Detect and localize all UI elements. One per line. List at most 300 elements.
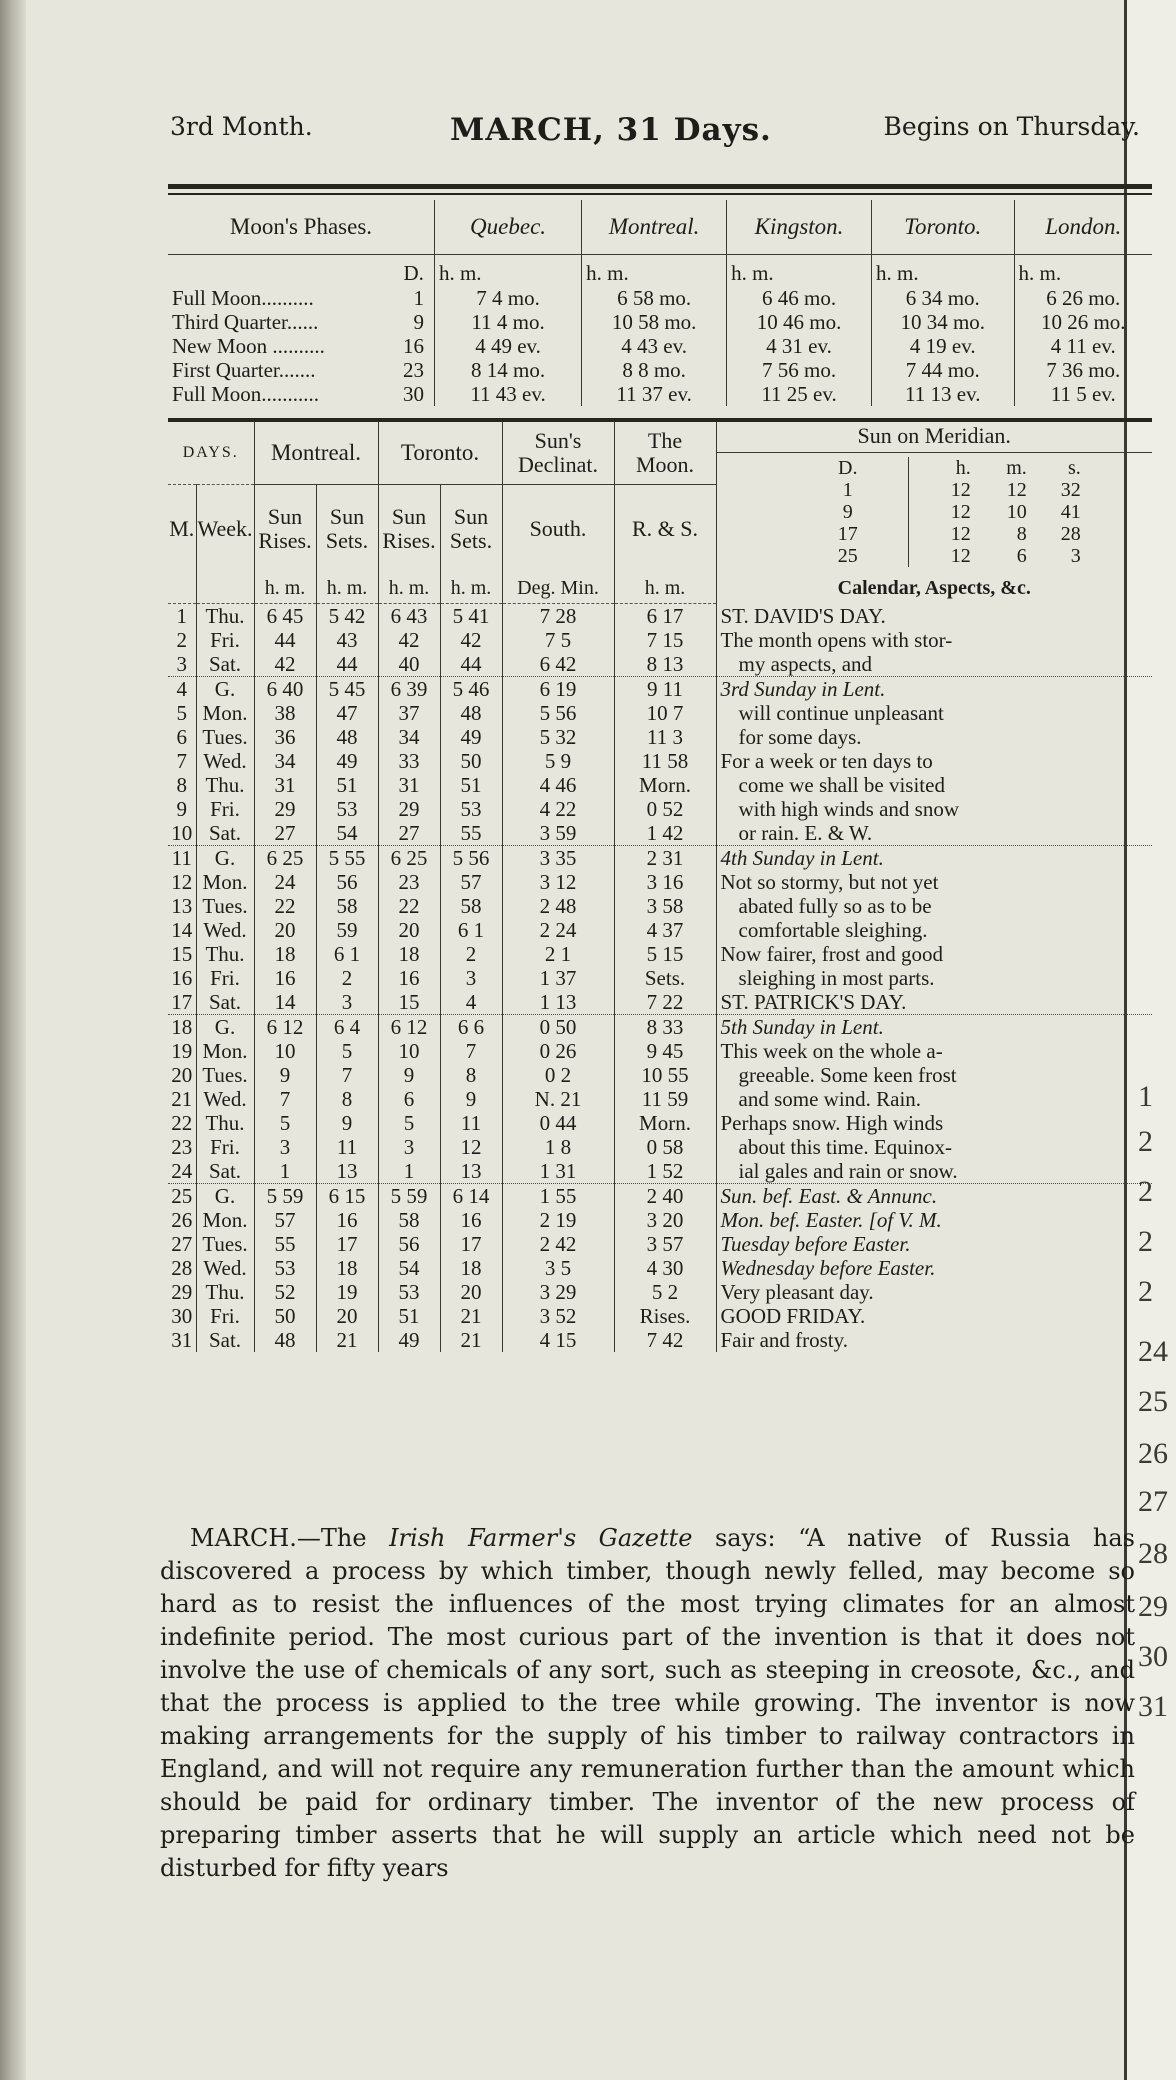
article-source: Irish Farmer's Gazette: [389, 1524, 693, 1552]
time-toronto: 11 13 ev.: [871, 382, 1014, 406]
meridian-cell: [716, 422, 1152, 573]
day-row: [168, 1039, 1152, 1063]
sun-declination: 2 48: [502, 894, 614, 918]
weekday: Mon.: [196, 1208, 254, 1232]
day-number: 8: [176, 773, 187, 797]
moon-phase-row: [168, 286, 1152, 310]
sun-declination: 1 55: [502, 1184, 614, 1209]
sun-declination: 0 2: [502, 1063, 614, 1087]
toronto-sunset: 6 1: [440, 918, 502, 942]
calendar-note: greeable. Some keen frost: [716, 1063, 1152, 1087]
city-quebec: Quebec.: [434, 200, 581, 255]
moon-time: 10 55: [614, 1063, 716, 1087]
sun-declination: 5 56: [502, 701, 614, 725]
day-number: 1: [176, 604, 187, 628]
montreal-sunset: 54: [316, 821, 378, 846]
toronto-sunrise: 5 59: [378, 1184, 440, 1209]
meridian-h: 12: [908, 523, 971, 545]
meridian-day: 17: [837, 523, 858, 545]
day-row: [168, 821, 1152, 846]
toronto-sunset: 11: [440, 1111, 502, 1135]
day-row: [168, 870, 1152, 894]
toronto-sunset: 51: [440, 773, 502, 797]
montreal-sunset: 3: [316, 990, 378, 1015]
calendar-note: Mon. bef. Easter. [of V. M.: [716, 1208, 1152, 1232]
moon-phase-row: [168, 382, 1152, 406]
montreal-rises-header: Sun Rises.: [254, 485, 316, 574]
montreal-sunrise: 57: [254, 1208, 316, 1232]
toronto-sunrise: 20: [378, 918, 440, 942]
montreal-sunset: 48: [316, 725, 378, 749]
toronto-sunrise: 49: [378, 1328, 440, 1352]
day-number: 24: [171, 1159, 193, 1183]
weekday: Wed.: [196, 918, 254, 942]
moon-time: 9 11: [614, 677, 716, 702]
moon-time: 7 22: [614, 990, 716, 1015]
time-london: 11 5 ev.: [1014, 382, 1152, 406]
toronto-sunrise: 51: [378, 1304, 440, 1328]
phase-day: 16: [402, 334, 424, 358]
montreal-sunset: 5 42: [316, 604, 378, 629]
day-row: [168, 1208, 1152, 1232]
day-row: [168, 773, 1152, 797]
calendar-note: ST. PATRICK'S DAY.: [716, 990, 1152, 1015]
day-number: 26: [171, 1208, 193, 1232]
weekday: Sat.: [196, 1328, 254, 1352]
sun-declination: 3 35: [502, 846, 614, 871]
day-number: 30: [171, 1304, 193, 1328]
montreal-sunrise: 6 12: [254, 1015, 316, 1040]
weekday: G.: [196, 846, 254, 871]
day-number: 13: [171, 894, 193, 918]
day-number: 6: [176, 725, 187, 749]
moon-phase-row: [168, 310, 1152, 334]
sun-declination: 4 46: [502, 773, 614, 797]
weekday: G.: [196, 1184, 254, 1209]
moon-phases-label: Moon's Phases.: [168, 200, 434, 255]
day-number: 7: [176, 749, 187, 773]
calendar-note: Fair and frosty.: [716, 1328, 1152, 1352]
calendar-header: Calendar, Aspects, &c.: [716, 573, 1152, 604]
moon-time: 3 58: [614, 894, 716, 918]
toronto-sunset: 9: [440, 1087, 502, 1111]
meridian-row: [717, 545, 1153, 567]
sun-declination: 2 42: [502, 1232, 614, 1256]
toronto-sunrise: 54: [378, 1256, 440, 1280]
sun-declination: 3 52: [502, 1304, 614, 1328]
montreal-sunset: 8: [316, 1087, 378, 1111]
meridian-row: [717, 479, 1153, 501]
calendar-note: or rain. E. & W.: [716, 821, 1152, 846]
moon-time: 7 42: [614, 1328, 716, 1352]
montreal-sunrise: 34: [254, 749, 316, 773]
moon-time: Rises.: [614, 1304, 716, 1328]
time-montreal: 6 58 mo.: [582, 286, 727, 310]
phase-name: Full Moon..........: [172, 286, 314, 310]
day-row: [168, 797, 1152, 821]
toronto-sunrise: 9: [378, 1063, 440, 1087]
meridian-m: 6: [1016, 545, 1027, 567]
toronto-sunrise: 23: [378, 870, 440, 894]
city-kingston: Kingston.: [727, 200, 872, 255]
day-row: [168, 1304, 1152, 1328]
sun-declination: N. 21: [502, 1087, 614, 1111]
montreal-sunset: 53: [316, 797, 378, 821]
moon-phase-row: [168, 358, 1152, 382]
time-kingston: 4 31 ev.: [727, 334, 872, 358]
time-quebec: 4 49 ev.: [434, 334, 581, 358]
unit-hm: h. m.: [440, 573, 502, 604]
calendar-note: my aspects, and: [716, 652, 1152, 677]
sun-declination: 2 1: [502, 942, 614, 966]
day-number: 3: [176, 652, 187, 676]
calendar-note: Wednesday before Easter.: [716, 1256, 1152, 1280]
montreal-sunrise: 31: [254, 773, 316, 797]
margin-number: 28: [1138, 1537, 1168, 1570]
toronto-sunrise: 18: [378, 942, 440, 966]
page-header: [160, 112, 1150, 156]
unit-hm: h. m.: [582, 255, 727, 287]
moon-time: 0 52: [614, 797, 716, 821]
day-row: [168, 1232, 1152, 1256]
moon-time: 3 16: [614, 870, 716, 894]
day-row: [168, 942, 1152, 966]
moon-time: 1 52: [614, 1159, 716, 1184]
calendar-note: Very pleasant day.: [716, 1280, 1152, 1304]
calendar-note: 4th Sunday in Lent.: [716, 846, 1152, 871]
sun-declination: 1 8: [502, 1135, 614, 1159]
day-row: [168, 1063, 1152, 1087]
unit-hm: h. m.: [1014, 255, 1152, 287]
toronto-sunset: 18: [440, 1256, 502, 1280]
page-title: MARCH, 31 Days.: [450, 112, 772, 148]
moon-time: Morn.: [614, 1111, 716, 1135]
montreal-sunset: 6 1: [316, 942, 378, 966]
sun-declination: 4 15: [502, 1328, 614, 1352]
weekday: Fri.: [196, 1135, 254, 1159]
montreal-sunset: 47: [316, 701, 378, 725]
montreal-sunset: 2: [316, 966, 378, 990]
moon-time: 4 30: [614, 1256, 716, 1280]
montreal-sunrise: 10: [254, 1039, 316, 1063]
day-row: [168, 1135, 1152, 1159]
toronto-sunrise: 56: [378, 1232, 440, 1256]
montreal-sunrise: 9: [254, 1063, 316, 1087]
montreal-sunset: 19: [316, 1280, 378, 1304]
weekday: Sat.: [196, 652, 254, 677]
montreal-sunrise: 48: [254, 1328, 316, 1352]
sun-declination: 2 24: [502, 918, 614, 942]
weekday: Tues.: [196, 1232, 254, 1256]
unit-hm: h. m.: [871, 255, 1014, 287]
calendar-note: with high winds and snow: [716, 797, 1152, 821]
toronto-sets-header: Sun Sets.: [440, 485, 502, 574]
moon-time: 6 17: [614, 604, 716, 629]
weekday: G.: [196, 1015, 254, 1040]
weekday: Thu.: [196, 1111, 254, 1135]
time-toronto: 10 34 mo.: [871, 310, 1014, 334]
meridian-h: 12: [908, 545, 971, 567]
sun-declination: 0 26: [502, 1039, 614, 1063]
montreal-sunset: 43: [316, 628, 378, 652]
calendar-note: for some days.: [716, 725, 1152, 749]
day-row: [168, 918, 1152, 942]
time-kingston: 7 56 mo.: [727, 358, 872, 382]
montreal-sunrise: 6 40: [254, 677, 316, 702]
sun-declination: 6 19: [502, 677, 614, 702]
phase-day: 23: [402, 358, 424, 382]
toronto-sunset: 8: [440, 1063, 502, 1087]
montreal-sunrise: 38: [254, 701, 316, 725]
weekday: Thu.: [196, 773, 254, 797]
moon-time: 7 15: [614, 628, 716, 652]
sun-declination: 0 50: [502, 1015, 614, 1040]
day-number: 21: [171, 1087, 193, 1111]
meridian-table: [717, 453, 1153, 567]
montreal-sunset: 58: [316, 894, 378, 918]
day-row: [168, 1087, 1152, 1111]
montreal-sunset: 44: [316, 652, 378, 677]
meridian-s: 41: [1060, 501, 1081, 523]
calendar-note: ial gales and rain or snow.: [716, 1159, 1152, 1184]
time-kingston: 6 46 mo.: [727, 286, 872, 310]
montreal-sunset: 9: [316, 1111, 378, 1135]
day-number: 5: [176, 701, 187, 725]
time-toronto: 7 44 mo.: [871, 358, 1014, 382]
moon-time: 2 40: [614, 1184, 716, 1209]
south-header: South.: [502, 485, 614, 574]
sun-declination: 0 44: [502, 1111, 614, 1135]
toronto-sunset: 16: [440, 1208, 502, 1232]
margin-number: 27: [1138, 1485, 1168, 1518]
toronto-sunset: 21: [440, 1328, 502, 1352]
calendar-note: Now fairer, frost and good: [716, 942, 1152, 966]
toronto-sunrise: 6: [378, 1087, 440, 1111]
meridian-head-row: [717, 457, 1153, 479]
margin-number: 2: [1138, 1175, 1153, 1208]
margin-number: 26: [1138, 1437, 1168, 1470]
margin-number: 31: [1138, 1690, 1168, 1723]
weekday: Sat.: [196, 1159, 254, 1184]
meridian-row: [717, 523, 1153, 545]
weekday: Fri.: [196, 966, 254, 990]
unit-hm: h. m.: [434, 255, 581, 287]
toronto-sunrise: 34: [378, 725, 440, 749]
montreal-sunrise: 14: [254, 990, 316, 1015]
phase-name: New Moon ..........: [172, 334, 325, 358]
montreal-sunrise: 18: [254, 942, 316, 966]
weekday: G.: [196, 677, 254, 702]
unit-degmin: Deg. Min.: [502, 573, 614, 604]
sun-declination: 3 59: [502, 821, 614, 846]
margin-number: 2: [1138, 1125, 1153, 1158]
sun-declination: 2 19: [502, 1208, 614, 1232]
moon-time: 11 3: [614, 725, 716, 749]
toronto-sunset: 5 46: [440, 677, 502, 702]
calendar-note: come we shall be visited: [716, 773, 1152, 797]
toronto-sunrise: 5: [378, 1111, 440, 1135]
toronto-sunset: 4: [440, 990, 502, 1015]
toronto-sunrise: 42: [378, 628, 440, 652]
moon-time: Sets.: [614, 966, 716, 990]
weekday: Fri.: [196, 1304, 254, 1328]
day-row: [168, 990, 1152, 1015]
toronto-sunset: 53: [440, 797, 502, 821]
moon-time: 8 13: [614, 652, 716, 677]
article-lead: MARCH.—The: [190, 1524, 390, 1552]
montreal-sunrise: 6 25: [254, 846, 316, 871]
moon-time: 5 2: [614, 1280, 716, 1304]
calendar-note: about this time. Equinox-: [716, 1135, 1152, 1159]
montreal-sunrise: 6 45: [254, 604, 316, 629]
toronto-sunrise: 31: [378, 773, 440, 797]
calendar-note: sleighing in most parts.: [716, 966, 1152, 990]
moon-header: The Moon.: [614, 422, 716, 485]
montreal-sunset: 59: [316, 918, 378, 942]
unit-hm: h. m.: [316, 573, 378, 604]
calendar-note: The month opens with stor-: [716, 628, 1152, 652]
phase-name: Third Quarter......: [172, 310, 319, 334]
montreal-header: Montreal.: [254, 422, 378, 485]
margin-number: 2: [1138, 1225, 1153, 1258]
time-quebec: 8 14 mo.: [434, 358, 581, 382]
day-number: 29: [171, 1280, 193, 1304]
meridian-s: 28: [1060, 523, 1081, 545]
time-montreal: 4 43 ev.: [582, 334, 727, 358]
montreal-sunset: 7: [316, 1063, 378, 1087]
sun-declination: 1 31: [502, 1159, 614, 1184]
toronto-sunset: 21: [440, 1304, 502, 1328]
m-header: M.: [168, 485, 196, 574]
moon-time: 3 57: [614, 1232, 716, 1256]
unit-day: D.: [403, 261, 424, 285]
toronto-sunset: 44: [440, 652, 502, 677]
montreal-sunset: 17: [316, 1232, 378, 1256]
moon-time: 2 31: [614, 846, 716, 871]
time-quebec: 7 4 mo.: [434, 286, 581, 310]
toronto-sunset: 13: [440, 1159, 502, 1184]
sun-declination: 1 13: [502, 990, 614, 1015]
weekday: Fri.: [196, 628, 254, 652]
montreal-sunrise: 1: [254, 1159, 316, 1184]
montreal-sets-header: Sun Sets.: [316, 485, 378, 574]
montreal-sunset: 6 15: [316, 1184, 378, 1209]
calendar-note: abated fully so as to be: [716, 894, 1152, 918]
weekday: Wed.: [196, 1087, 254, 1111]
toronto-sunrise: 29: [378, 797, 440, 821]
day-number: 11: [168, 846, 196, 871]
day-number: 10: [171, 821, 193, 845]
meridian-day: 9: [842, 501, 853, 523]
day-number: 14: [171, 918, 193, 942]
montreal-sunset: 16: [316, 1208, 378, 1232]
calendar-note: will continue unpleasant: [716, 701, 1152, 725]
weekday: Sat.: [196, 821, 254, 846]
calendar-note: ST. DAVID'S DAY.: [716, 604, 1152, 629]
moon-time: 1 42: [614, 821, 716, 846]
toronto-sunset: 57: [440, 870, 502, 894]
moon-phase-row: [168, 334, 1152, 358]
week-header: Week.: [196, 485, 254, 574]
day-row: [168, 604, 1152, 629]
montreal-sunrise: 27: [254, 821, 316, 846]
day-row: [168, 1159, 1152, 1184]
day-number: 31: [171, 1328, 193, 1352]
time-kingston: 10 46 mo.: [727, 310, 872, 334]
time-london: 4 11 ev.: [1014, 334, 1152, 358]
moon-time: 11 58: [614, 749, 716, 773]
unit-hm: h. m.: [727, 255, 872, 287]
toronto-sunset: 5 41: [440, 604, 502, 629]
toronto-sunrise: 58: [378, 1208, 440, 1232]
day-number: 20: [171, 1063, 193, 1087]
calendar-note: 3rd Sunday in Lent.: [716, 677, 1152, 702]
day-number: 4: [168, 677, 196, 702]
toronto-sunset: 12: [440, 1135, 502, 1159]
meridian-day: D.: [838, 457, 858, 479]
day-number: 25: [168, 1184, 196, 1209]
day-number: 23: [171, 1135, 193, 1159]
meridian-m: m.: [1006, 457, 1027, 479]
moon-phases-table: [168, 200, 1152, 406]
montreal-sunset: 51: [316, 773, 378, 797]
moon-time: 5 15: [614, 942, 716, 966]
weekday: Mon.: [196, 1039, 254, 1063]
margin-number: 29: [1138, 1590, 1168, 1623]
declination-header: Sun's Declinat.: [502, 422, 614, 485]
toronto-sunrise: 33: [378, 749, 440, 773]
meridian-s: 3: [1070, 545, 1081, 567]
phase-day: 9: [413, 310, 424, 334]
day-row: [168, 1184, 1152, 1209]
toronto-sunset: 20: [440, 1280, 502, 1304]
montreal-sunrise: 5 59: [254, 1184, 316, 1209]
day-row: [168, 846, 1152, 871]
montreal-sunrise: 55: [254, 1232, 316, 1256]
montreal-sunrise: 50: [254, 1304, 316, 1328]
calendar-note: GOOD FRIDAY.: [716, 1304, 1152, 1328]
toronto-sunset: 49: [440, 725, 502, 749]
unit-hm: h. m.: [254, 573, 316, 604]
day-row: [168, 725, 1152, 749]
calendar-note: Not so stormy, but not yet: [716, 870, 1152, 894]
toronto-sunset: 3: [440, 966, 502, 990]
sun-declination: 4 22: [502, 797, 614, 821]
moon-time: 3 20: [614, 1208, 716, 1232]
day-row: [168, 652, 1152, 677]
phase-day: 1: [413, 286, 424, 310]
weekday: Tues.: [196, 1063, 254, 1087]
toronto-sunrise: 16: [378, 966, 440, 990]
toronto-sunset: 17: [440, 1232, 502, 1256]
meridian-m: 8: [1016, 523, 1027, 545]
day-number: 19: [171, 1039, 193, 1063]
day-number: 22: [171, 1111, 193, 1135]
phase-day: 30: [402, 382, 424, 406]
toronto-sunset: 55: [440, 821, 502, 846]
weekday: Sat.: [196, 990, 254, 1015]
calendar-note: Tuesday before Easter.: [716, 1232, 1152, 1256]
meridian-h: 12: [908, 479, 971, 501]
city-london: London.: [1014, 200, 1152, 255]
moon-time: 9 45: [614, 1039, 716, 1063]
day-row: [168, 749, 1152, 773]
day-row: [168, 628, 1152, 652]
toronto-sunrise: 10: [378, 1039, 440, 1063]
weekday: Thu.: [196, 1280, 254, 1304]
day-row: [168, 1015, 1152, 1040]
meridian-m: 12: [1006, 479, 1027, 501]
